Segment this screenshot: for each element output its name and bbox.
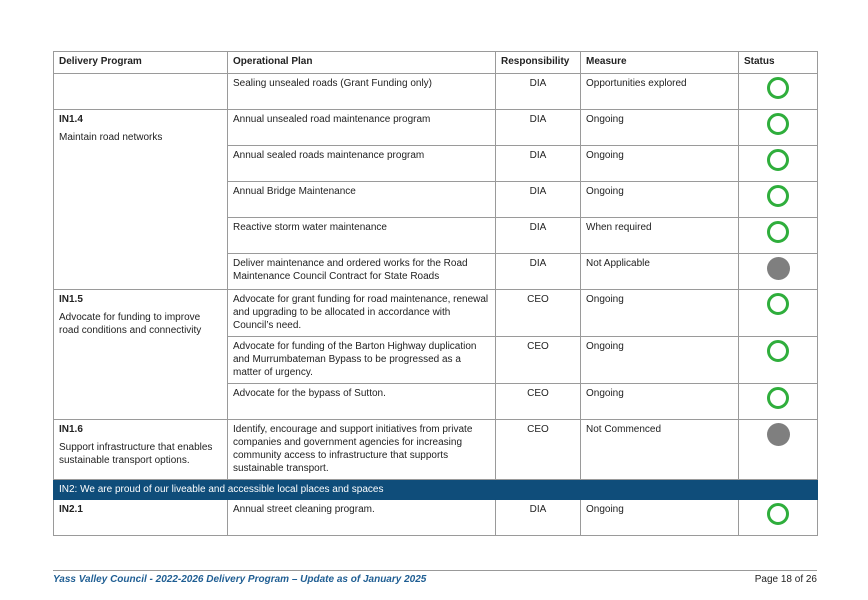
- table-row: [54, 500, 818, 536]
- measure-cell: Ongoing: [581, 384, 739, 420]
- measure-cell: Ongoing: [581, 182, 739, 218]
- header-responsibility: Responsibility: [496, 52, 581, 74]
- section-title-in2: IN2: We are proud of our liveable and accessible local places and spaces: [54, 480, 818, 500]
- responsibility-cell: DIA: [496, 254, 581, 290]
- header-operational-plan: Operational Plan: [228, 52, 496, 74]
- table-row: [54, 110, 818, 146]
- status-cell: [739, 337, 818, 384]
- responsibility-cell: DIA: [496, 500, 581, 536]
- footer-title: Yass Valley Council - 2022-2026 Delivery Program – Update as of January 2025: [53, 574, 427, 585]
- program-cell-in2-1: [54, 500, 228, 536]
- measure-cell: Ongoing: [581, 146, 739, 182]
- responsibility-cell: CEO: [496, 337, 581, 384]
- responsibility-cell: DIA: [496, 146, 581, 182]
- status-cell: [739, 420, 818, 480]
- measure-cell: Opportunities explored: [581, 74, 739, 110]
- table-row: [54, 74, 818, 110]
- status-cell: [739, 146, 818, 182]
- measure-cell: When required: [581, 218, 739, 254]
- status-cell: [739, 500, 818, 536]
- section-header-row: [54, 480, 818, 500]
- program-cell-in1-4: [54, 110, 228, 290]
- status-in-progress-icon: [767, 503, 789, 525]
- page-number: Page 18 of 26: [754, 574, 817, 585]
- status-in-progress-icon: [767, 221, 789, 243]
- plan-cell: Advocate for the bypass of Sutton.: [228, 384, 496, 420]
- responsibility-cell: CEO: [496, 420, 581, 480]
- measure-cell: Ongoing: [581, 290, 739, 337]
- status-cell: [739, 290, 818, 337]
- status-not-commenced-icon: [767, 423, 790, 446]
- status-in-progress-icon: [767, 149, 789, 171]
- plan-cell: Sealing unsealed roads (Grant Funding only): [228, 74, 496, 110]
- program-description: Advocate for funding to improve road conditions and connectivity: [59, 312, 202, 336]
- responsibility-cell: CEO: [496, 384, 581, 420]
- status-not-applicable-icon: [767, 257, 790, 280]
- status-cell: [739, 110, 818, 146]
- program-cell-in1-6: [54, 420, 228, 480]
- status-cell: [739, 254, 818, 290]
- responsibility-cell: DIA: [496, 110, 581, 146]
- header-status: Status: [739, 52, 818, 74]
- plan-cell: Annual street cleaning program.: [228, 500, 496, 536]
- delivery-program-table: [53, 51, 818, 536]
- measure-cell: Not Commenced: [581, 420, 739, 480]
- program-description: Support infrastructure that enables sustainable transport options.: [59, 442, 213, 466]
- measure-cell: Ongoing: [581, 110, 739, 146]
- header-delivery-program: Delivery Program: [54, 52, 228, 74]
- status-in-progress-icon: [767, 387, 789, 409]
- measure-cell: Ongoing: [581, 500, 739, 536]
- measure-cell: Not Applicable: [581, 254, 739, 290]
- status-in-progress-icon: [767, 340, 789, 362]
- responsibility-cell: DIA: [496, 74, 581, 110]
- plan-cell: Reactive storm water maintenance: [228, 218, 496, 254]
- plan-cell: Advocate for grant funding for road maintenance, renewal and upgrading to be allocated in accordance with Council’s need.: [228, 290, 496, 337]
- plan-cell: Annual sealed roads maintenance program: [228, 146, 496, 182]
- status-in-progress-icon: [767, 293, 789, 315]
- program-code: IN2.1: [59, 504, 83, 515]
- status-cell: [739, 182, 818, 218]
- status-in-progress-icon: [767, 113, 789, 135]
- status-cell: [739, 74, 818, 110]
- plan-cell: Advocate for funding of the Barton Highway duplication and Murrumbateman Bypass to be progressed as a matter of urgency.: [228, 337, 496, 384]
- status-cell: [739, 384, 818, 420]
- plan-cell: Identify, encourage and support initiatives from private companies and government agencies for increasing community access to infrastructure that supports sustainable transport.: [228, 420, 496, 480]
- table-row: [54, 420, 818, 480]
- program-code: IN1.5: [59, 294, 83, 305]
- measure-cell: Ongoing: [581, 337, 739, 384]
- program-cell-empty: [54, 74, 228, 110]
- program-code: IN1.6: [59, 424, 83, 435]
- header-measure: Measure: [581, 52, 739, 74]
- responsibility-cell: CEO: [496, 290, 581, 337]
- status-in-progress-icon: [767, 77, 789, 99]
- plan-cell: Annual unsealed road maintenance program: [228, 110, 496, 146]
- status-in-progress-icon: [767, 185, 789, 207]
- responsibility-cell: DIA: [496, 182, 581, 218]
- status-cell: [739, 218, 818, 254]
- program-code: IN1.4: [59, 114, 83, 125]
- responsibility-cell: DIA: [496, 218, 581, 254]
- table-row: [54, 290, 818, 337]
- program-cell-in1-5: [54, 290, 228, 420]
- footer-divider: [53, 570, 817, 571]
- plan-cell: Deliver maintenance and ordered works for the Road Maintenance Council Contract for State Roads: [228, 254, 496, 290]
- table-header-row: [54, 52, 818, 74]
- plan-cell: Annual Bridge Maintenance: [228, 182, 496, 218]
- program-description: Maintain road networks: [59, 132, 163, 143]
